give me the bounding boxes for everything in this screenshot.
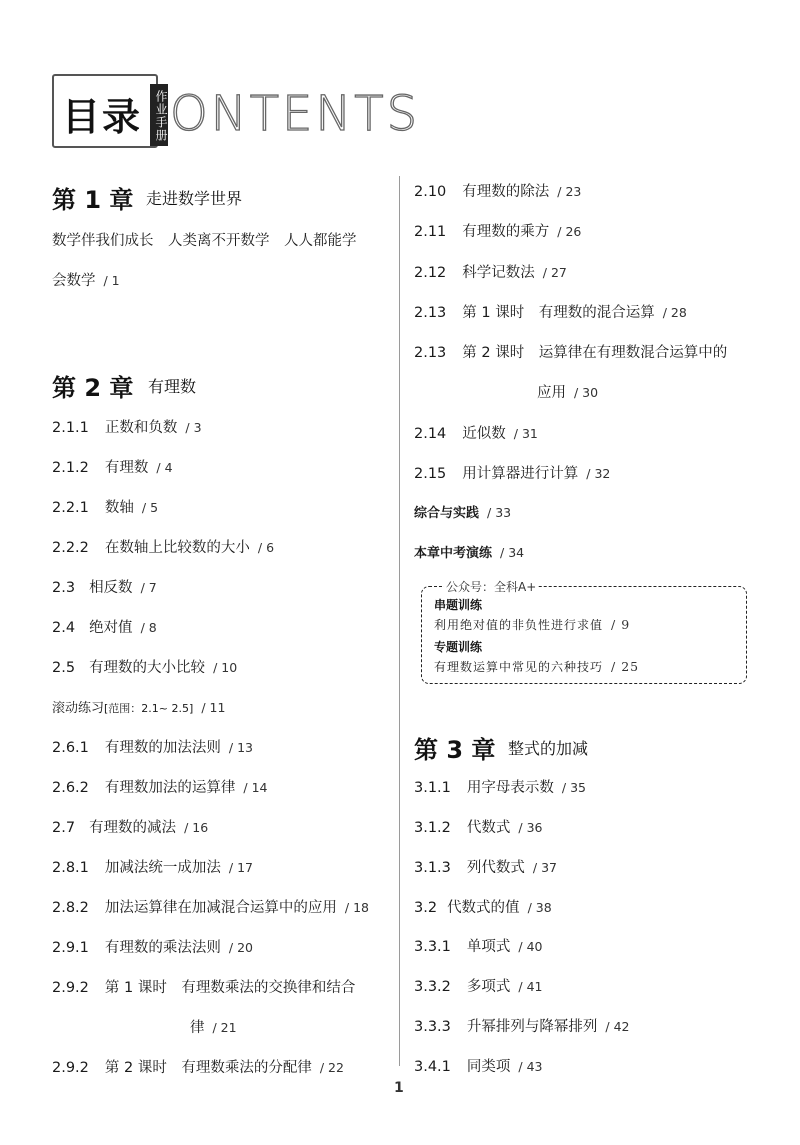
- entry-title: 升幂排列与降幂排列: [466, 1019, 598, 1035]
- page-title: 目录: [62, 95, 143, 139]
- entry-num: 2.2.1: [52, 500, 89, 516]
- toc-entry[interactable]: [52, 776, 268, 797]
- entry-title: 单项式: [466, 939, 511, 955]
- page-ref: / 11: [201, 700, 226, 715]
- page-ref: / 43: [518, 1059, 543, 1074]
- entry-num: 2.2.2: [52, 540, 89, 556]
- page-ref: / 34: [500, 545, 525, 560]
- toc-entry[interactable]: [414, 220, 581, 241]
- toc-entry[interactable]: [52, 576, 157, 597]
- page-ref: / 17: [228, 860, 253, 875]
- toc-entry[interactable]: [52, 816, 208, 837]
- page-ref: / 27: [542, 265, 567, 280]
- toc-entry[interactable]: [52, 616, 157, 637]
- toc-entry[interactable]: [52, 456, 173, 477]
- toc-entry[interactable]: [414, 975, 543, 996]
- entry-title: 有理数: [104, 460, 149, 476]
- chapter-1-line1[interactable]: 数学伴我们成长 人类离不开数学 人人都能学: [52, 233, 357, 249]
- toc-entry[interactable]: [414, 935, 543, 956]
- page-ref: / 22: [319, 1060, 344, 1075]
- chapter-3-title: 整式的加减: [508, 739, 589, 758]
- toc-entry[interactable]: [52, 1056, 344, 1077]
- entry-title: 加减法统一成加法: [104, 860, 221, 876]
- entry-num: 2.9.2: [52, 980, 89, 996]
- page-ref: / 31: [513, 426, 538, 441]
- toc-entry[interactable]: [52, 936, 253, 957]
- entry-num: 3.1.2: [414, 820, 451, 836]
- entry-num: 2.6.2: [52, 780, 89, 796]
- page-ref: / 14: [243, 780, 268, 795]
- page-ref: / 3: [185, 420, 202, 435]
- entry-title: 正数和负数: [104, 420, 178, 436]
- entry-title: 多项式: [466, 979, 511, 995]
- page-ref: / 16: [184, 820, 209, 835]
- page-ref: / 6: [257, 540, 275, 555]
- entry-title: 有理数的减法: [89, 820, 177, 836]
- page-ref: / 33: [487, 505, 512, 520]
- toc-entry[interactable]: [52, 976, 355, 997]
- entry-num: 2.5: [52, 660, 76, 676]
- entry-title: 应用: [537, 385, 566, 401]
- chapter-1-title: 走进数学世界: [146, 189, 243, 208]
- chapter-3-label: 第 3 章: [414, 736, 496, 764]
- page-ref: / 13: [228, 740, 253, 755]
- page-ref: / 9: [611, 617, 631, 632]
- toc-entry[interactable]: [414, 856, 557, 877]
- entry-num: 2.9.2: [52, 1060, 89, 1076]
- entry-title: 加法运算律在加减混合运算中的应用: [104, 900, 337, 916]
- entry-num: 滚动练习: [52, 701, 105, 716]
- chapter-1-label: 第 1 章: [52, 186, 134, 214]
- entry-title: 第 2 课时 运算律在有理数混合运算中的: [462, 345, 728, 361]
- toc-entry[interactable]: [414, 341, 727, 362]
- toc-entry[interactable]: [414, 180, 581, 201]
- entry-title: 有理数加法的运算律: [104, 780, 236, 796]
- entry-num: 2.12: [414, 265, 447, 281]
- page-ref: / 38: [527, 900, 552, 915]
- toc-entry[interactable]: [414, 422, 538, 443]
- entry-title: [范围：2.1~ 2.5]: [104, 702, 194, 715]
- entry-num: 2.1.2: [52, 460, 89, 476]
- entry-num: 2.13: [414, 305, 447, 321]
- page-ref: / 21: [212, 1020, 237, 1035]
- toc-entry[interactable]: [52, 736, 253, 757]
- entry-num: 2.7: [52, 820, 76, 836]
- entry-title: 数轴: [104, 500, 134, 516]
- entry-title: 同类项: [466, 1059, 511, 1075]
- toc-entry[interactable]: [52, 856, 253, 877]
- entry-title: 有理数的大小比较: [89, 660, 206, 676]
- entry-num: 2.4: [52, 620, 76, 636]
- entry-num: 3.3.3: [414, 1019, 451, 1035]
- toc-entry[interactable]: [52, 496, 158, 517]
- page-number: 1: [394, 1080, 404, 1096]
- entry-num: 2.11: [414, 224, 447, 240]
- page-ref: / 28: [662, 305, 687, 320]
- entry-title: 第 2 课时 有理数乘法的分配律: [104, 1060, 312, 1076]
- page-ref: / 10: [213, 660, 238, 675]
- toc-entry[interactable]: [52, 656, 237, 677]
- toc-entry[interactable]: [414, 462, 610, 483]
- entry-num: 2.15: [414, 466, 447, 482]
- watermark: 公众号：全科A+: [446, 580, 537, 594]
- page-ref: / 30: [574, 385, 599, 400]
- page-ref: / 37: [532, 860, 557, 875]
- toc-entry-exam[interactable]: [414, 542, 524, 561]
- entry-title: 相反数: [89, 580, 133, 596]
- entry-title: 科学记数法: [462, 265, 535, 281]
- special-item-1[interactable]: [434, 616, 630, 633]
- entry-num: 2.10: [414, 184, 447, 200]
- page-ref: / 5: [141, 500, 159, 515]
- entry-title: 在数轴上比较数的大小: [104, 540, 250, 556]
- page-ref: / 36: [518, 820, 543, 835]
- entry-num: 2.3: [52, 580, 76, 596]
- page-ref: / 32: [586, 466, 611, 481]
- toc-entry-continued[interactable]: [537, 381, 598, 402]
- toc-entry[interactable]: [414, 816, 543, 837]
- entry-num: 3.3.2: [414, 979, 451, 995]
- page-ref: / 35: [561, 780, 586, 795]
- toc-entry[interactable]: [414, 301, 687, 322]
- entry-num: 2.6.1: [52, 740, 89, 756]
- entry-title: 第 1 课时 有理数乘法的交换律和结合: [104, 980, 356, 996]
- toc-entry[interactable]: [52, 536, 274, 557]
- chapter-2-label: 第 2 章: [52, 374, 134, 402]
- entry-num: 2.9.1: [52, 940, 89, 956]
- entry-num: 3.1.3: [414, 860, 451, 876]
- toc-entry-practice[interactable]: [414, 502, 511, 521]
- special-item-2[interactable]: [434, 658, 639, 675]
- entry-num: 3.4.1: [414, 1059, 451, 1075]
- entry-title: 综合与实践: [414, 506, 480, 521]
- page-ref: / 41: [518, 979, 543, 994]
- toc-entry[interactable]: [414, 261, 567, 282]
- entry-num: 3.3.1: [414, 939, 451, 955]
- entry-num: 3.1.1: [414, 780, 451, 796]
- entry-num: 2.8.1: [52, 860, 89, 876]
- page-ref: / 1: [103, 273, 120, 288]
- entry-title: 代数式: [466, 820, 511, 836]
- entry-title: 有理数运算中常见的六种技巧: [434, 660, 604, 674]
- entry-num: 2.8.2: [52, 900, 89, 916]
- entry-title: 有理数的除法: [462, 184, 550, 200]
- page-ref: / 42: [605, 1019, 630, 1034]
- contents-word: ONTENTS: [170, 86, 421, 142]
- toc-entry-review[interactable]: [52, 697, 225, 716]
- toc-entry[interactable]: [414, 1055, 543, 1076]
- entry-title: 有理数的加法法则: [104, 740, 221, 756]
- entry-num: 2.14: [414, 426, 447, 442]
- entry-title: 第 1 课时 有理数的混合运算: [462, 305, 655, 321]
- page-ref: / 7: [140, 580, 157, 595]
- entry-num: 2.13: [414, 345, 447, 361]
- page-ref: / 26: [557, 224, 582, 239]
- entry-title: 用字母表示数: [466, 780, 554, 796]
- toc-entry[interactable]: [52, 896, 369, 917]
- entry-title: 列代数式: [466, 860, 525, 876]
- page-ref: / 18: [344, 900, 369, 915]
- title-tag: 作业手册: [150, 84, 168, 146]
- chapter-1-line2-text: 会数学: [52, 273, 96, 289]
- column-divider: [399, 176, 400, 1066]
- entry-title: 利用绝对值的非负性进行求值: [434, 618, 604, 632]
- toc-entry[interactable]: [52, 416, 202, 437]
- special-heading-1: 串题训练: [434, 598, 483, 612]
- entry-title: 律: [190, 1020, 205, 1036]
- toc-entry[interactable]: [414, 1015, 630, 1036]
- page-ref: / 20: [228, 940, 253, 955]
- entry-title: 本章中考演练: [414, 546, 493, 561]
- toc-entry-continued[interactable]: [190, 1016, 237, 1037]
- entry-title: 有理数的乘法法则: [104, 940, 221, 956]
- chapter-2-title: 有理数: [148, 377, 197, 396]
- entry-num: 2.1.1: [52, 420, 89, 436]
- page-ref: / 4: [156, 460, 173, 475]
- page-ref: / 8: [140, 620, 157, 635]
- entry-title: 用计算器进行计算: [462, 466, 579, 482]
- toc-entry[interactable]: [414, 776, 586, 797]
- toc-entry[interactable]: [414, 896, 552, 917]
- entry-title: 代数式的值: [447, 900, 520, 916]
- entry-title: 有理数的乘方: [462, 224, 550, 240]
- chapter-1-line2[interactable]: [52, 269, 120, 290]
- page-ref: / 25: [611, 659, 640, 674]
- entry-title: 近似数: [462, 426, 506, 442]
- page-ref: / 23: [557, 184, 582, 199]
- entry-title: 绝对值: [89, 620, 133, 636]
- special-heading-2: 专题训练: [434, 640, 483, 654]
- entry-num: 3.2: [414, 900, 438, 916]
- page-ref: / 40: [518, 939, 543, 954]
